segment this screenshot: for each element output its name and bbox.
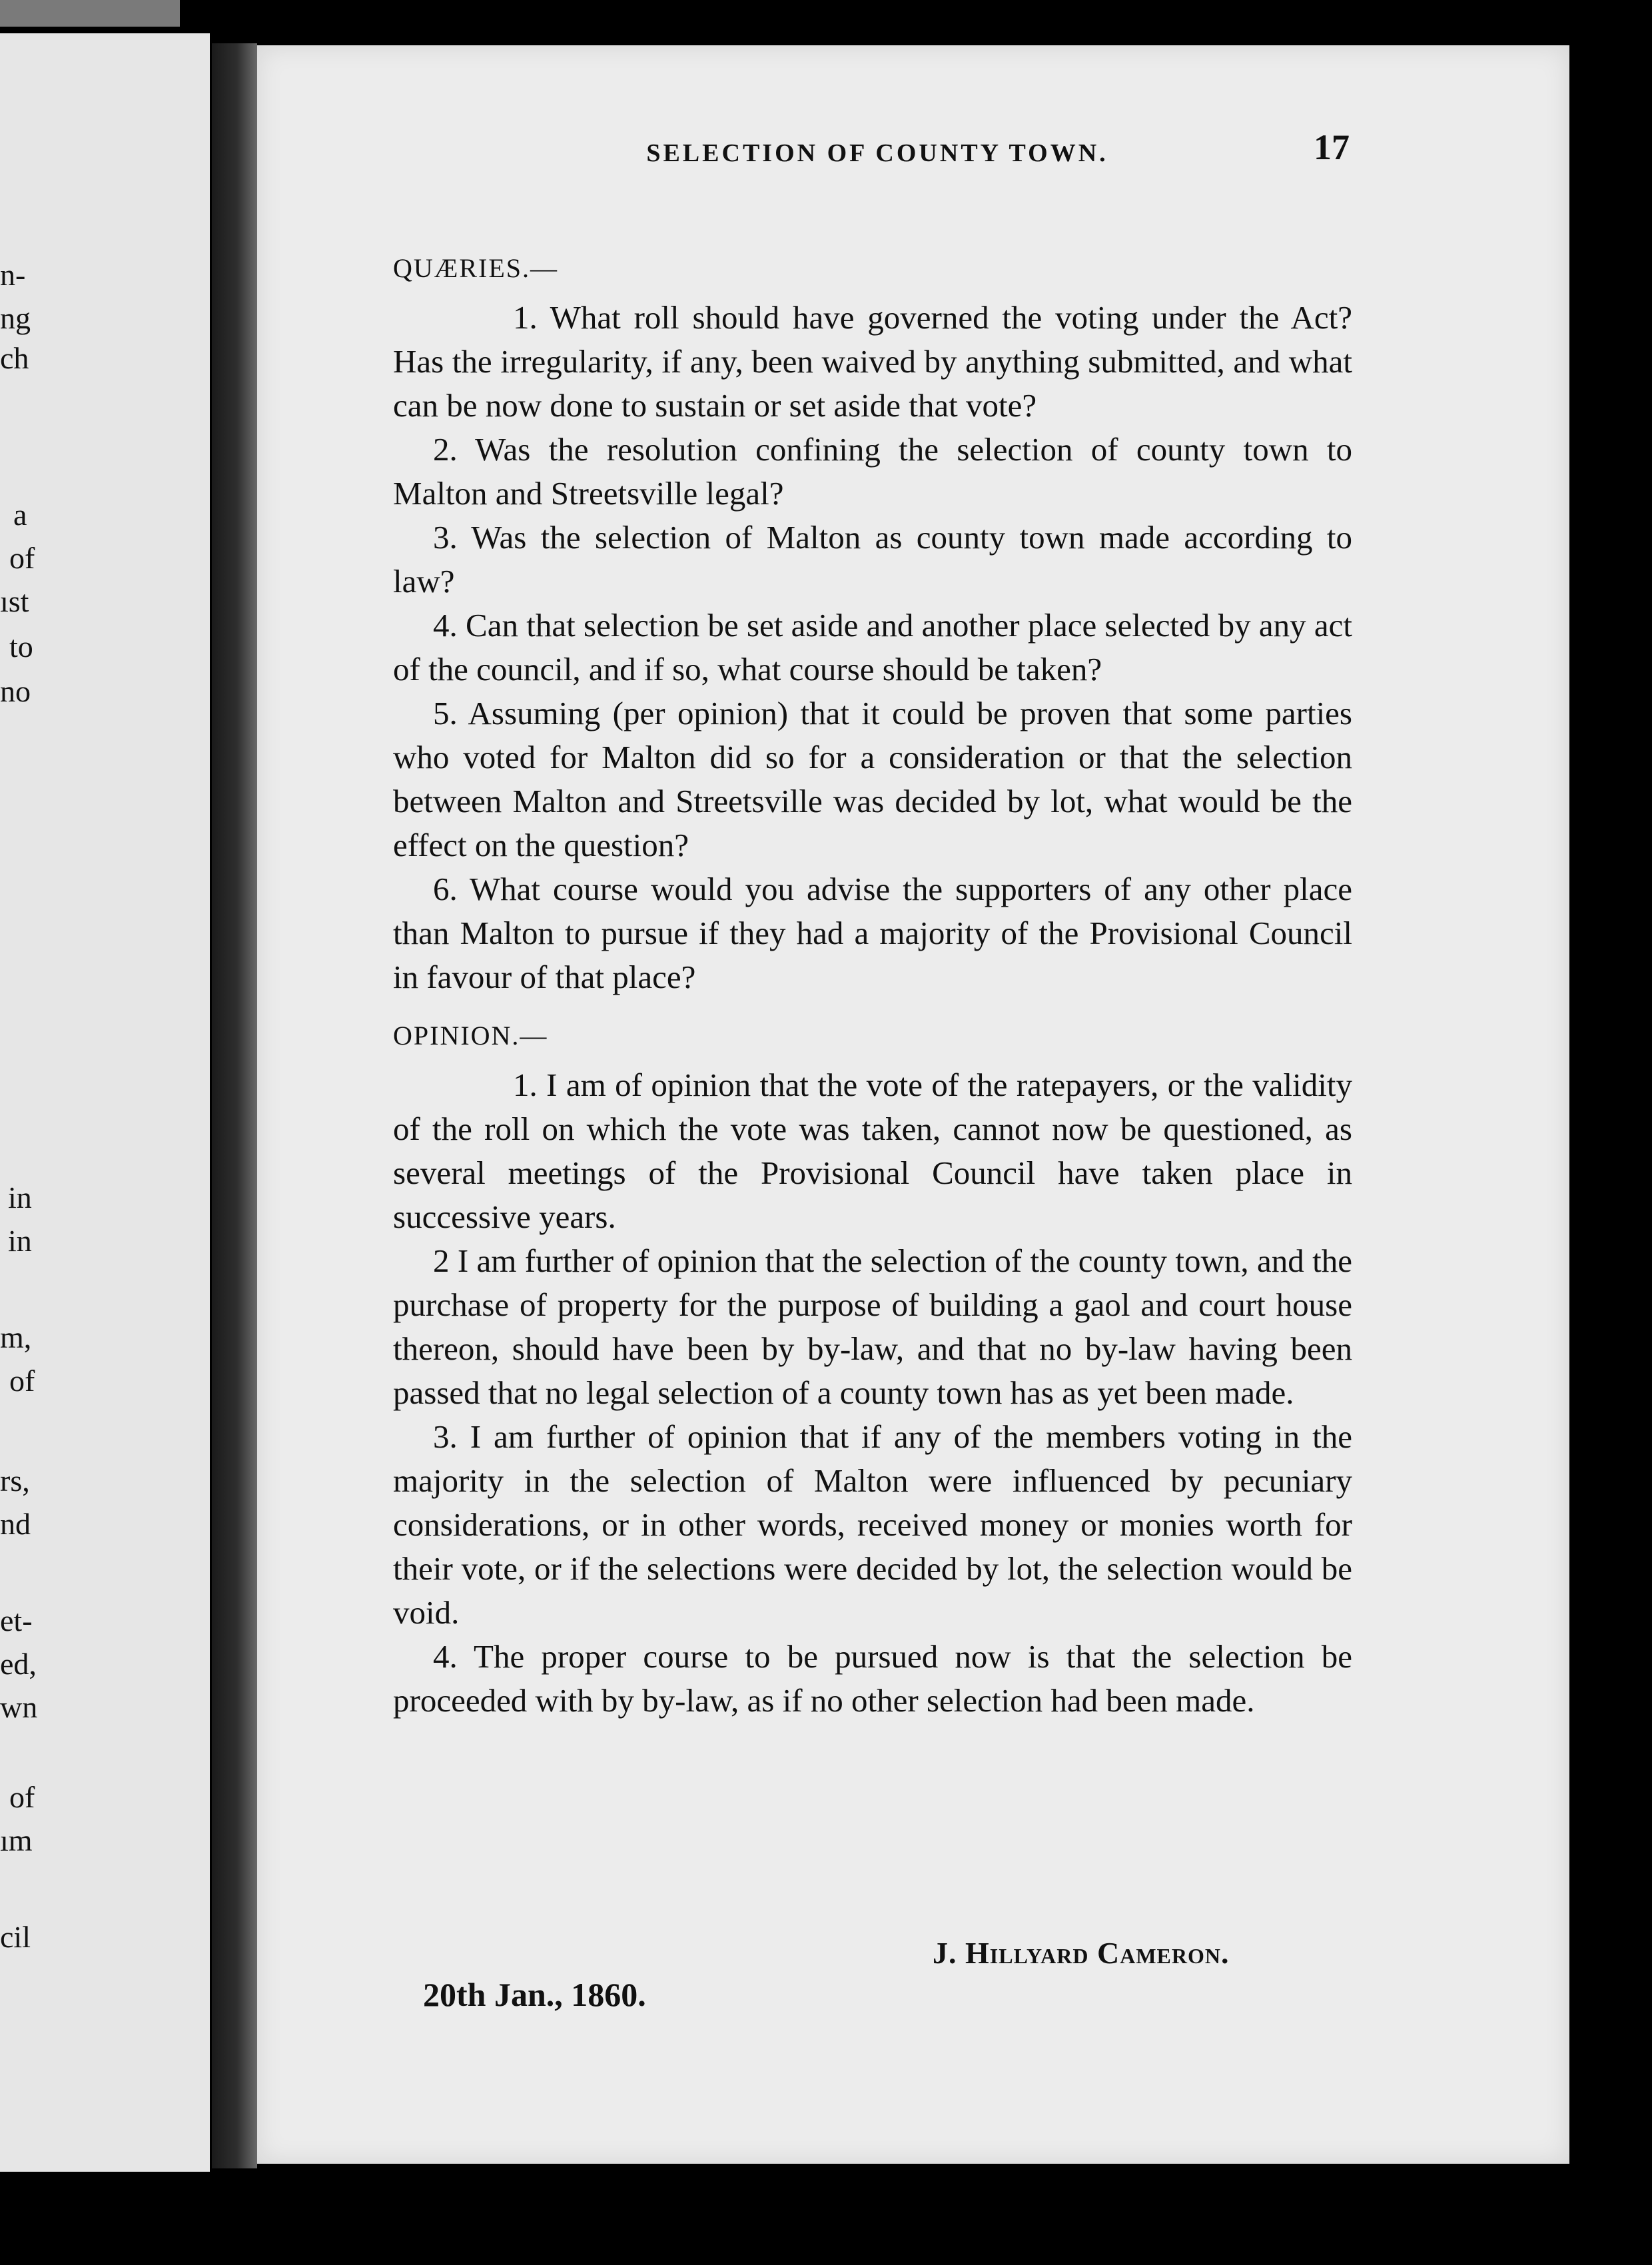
left-page (0, 33, 210, 2172)
running-header: SELECTION OF COUNTY TOWN. (646, 139, 1108, 167)
left-page-fragment: no (0, 674, 31, 708)
query-item: 3. Was the selection of Malton as county town made according to law? (393, 519, 1352, 600)
queries-label: QUÆRIES.— (393, 253, 559, 283)
left-page-fragment: to (9, 630, 33, 664)
left-page-top-strip (0, 0, 180, 27)
query-item: 4. Can that selection be set aside and another place selected by any act of the council, and if so, what course should be taken? (393, 607, 1352, 687)
left-page-fragment: m, (0, 1320, 32, 1354)
signature: J. Hillyard Cameron. (933, 1936, 1230, 1970)
left-page-fragment: ıst (0, 584, 29, 618)
left-page-fragment: of (9, 541, 35, 575)
left-page-fragment: nd (0, 1507, 31, 1541)
left-page-fragment: ch (0, 341, 29, 375)
document-date: 20th Jan., 1860. (423, 1976, 646, 2013)
book-spine-shadow (212, 43, 257, 2168)
left-page-fragment: ım (0, 1823, 33, 1857)
left-page-fragment: a (13, 498, 27, 532)
left-page-fragment: in (8, 1224, 32, 1258)
left-page-fragment: rs, (0, 1464, 30, 1498)
opinion-item: 4. The proper course to be pursued now is that the selection be proceeded with by by-law, as if no other selection had been made. (393, 1638, 1352, 1719)
left-page-fragment: cil (0, 1920, 31, 1954)
left-page-fragment: ng (0, 301, 31, 335)
left-page-fragment: of (9, 1780, 35, 1814)
left-page-fragment: ed, (0, 1647, 37, 1681)
section-gap (393, 999, 1352, 1014)
query-item: 5. Assuming (per opinion) that it could be proven that some parties who voted for Malton did so for a consideration or that the selection between Malton and Streetsville was decided by lot, what would be the effect on the question? (393, 695, 1352, 863)
opinion-item: 1. I am of opinion that the vote of the ratepayers, or the validity of the roll on which the vote was taken, cannot now be questioned, as several meetings of the Provisional Council have taken place in successive years. (393, 1067, 1352, 1235)
page-number: 17 (1314, 127, 1350, 167)
opinion-item: 2 I am further of opinion that the selection of the county town, and the purchase of property for the purpose of building a gaol and court house thereon, should have been by by-law, and that no by-law having been passed that no legal selection of a county town has as yet been made. (393, 1242, 1352, 1411)
opinion-item: 3. I am further of opinion that if any of the members voting in the majority in the selection of Malton were influenced by pecuniary considerations, or in other words, received money or monies worth for their vote, or if the selections were decided by lot, the selection would be void. (393, 1418, 1352, 1631)
body-text (393, 246, 1352, 1723)
left-page-fragment: et- (0, 1603, 33, 1637)
left-page-fragment: of (9, 1364, 35, 1398)
opinion-label: OPINION.— (393, 1021, 548, 1051)
left-page-fragment: in (8, 1180, 32, 1214)
query-item: 1. What roll should have governed the voting under the Act? Has the irregularity, if any, been waived by anything submitted, and what can be now done to sustain or set aside that vote? (393, 299, 1352, 424)
query-item: 6. What course would you advise the supporters of any other place than Malton to pursue if they had a majority of the Provisional Council in favour of that place? (393, 871, 1352, 995)
left-page-fragment: wn (0, 1690, 38, 1724)
query-item: 2. Was the resolution confining the selection of county town to Malton and Streetsville legal? (393, 431, 1352, 512)
left-page-fragment: n- (0, 258, 26, 292)
